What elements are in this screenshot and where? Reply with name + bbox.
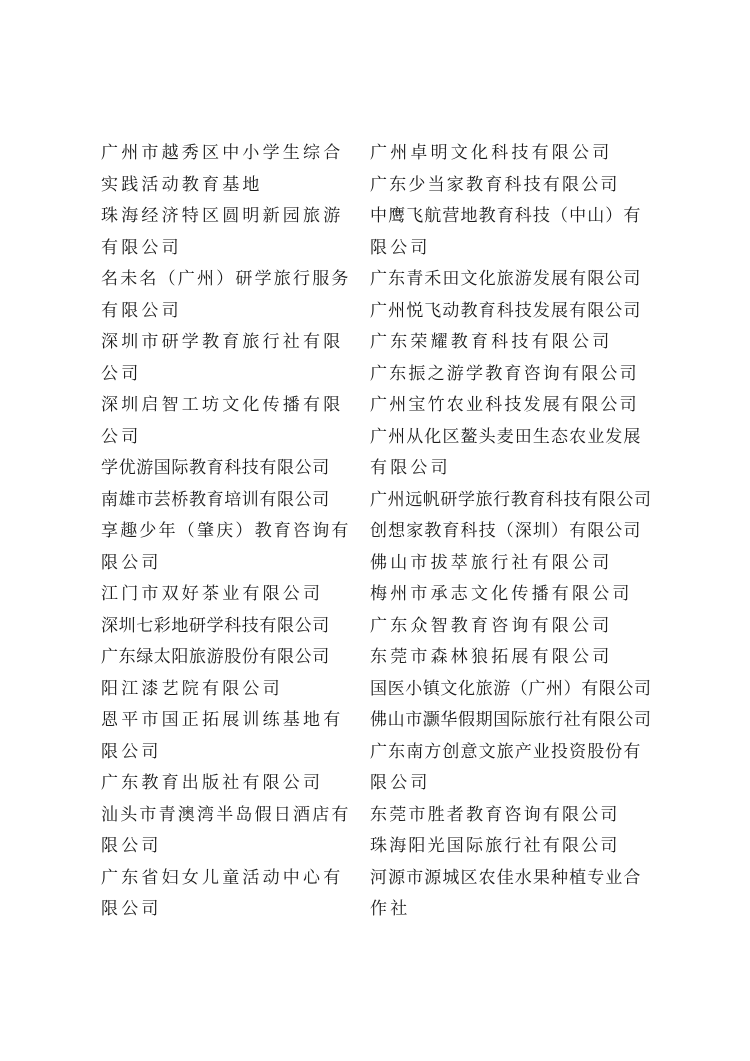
list-line: 广州宝竹农业科技发展有限公司 — [370, 395, 639, 415]
list-line: 珠海阳光国际旅行社有限公司 — [370, 836, 620, 856]
list-line: 广东省妇女儿童活动中心有 — [101, 867, 344, 888]
list-line: 广东振之游学教育咨询有限公司 — [370, 363, 639, 384]
list-line: 广州卓明文化科技有限公司 — [370, 143, 613, 163]
list-line: 深圳七彩地研学科技有限公司 — [101, 615, 330, 636]
list-line: 佛山市拔萃旅行社有限公司 — [370, 552, 613, 573]
list-line: 名未名（广州）研学旅行服务 — [101, 269, 351, 289]
list-line: 限公司 — [101, 899, 162, 919]
list-line: 广东绿太阳旅游股份有限公司 — [101, 647, 330, 667]
list-line: 中鹰飞航营地教育科技（中山）有 — [370, 206, 642, 226]
list-line: 广东荣耀教育科技有限公司 — [370, 332, 613, 352]
list-line: 学优游国际教育科技有限公司 — [101, 458, 330, 478]
list-line: 广州远帆研学旅行教育科技有限公司 — [370, 489, 652, 510]
list-line: 广东青禾田文化旅游发展有限公司 — [370, 269, 642, 289]
list-line: 广东教育出版社有限公司 — [101, 773, 324, 793]
list-line: 限公司 — [370, 773, 431, 793]
list-line: 东莞市胜者教育咨询有限公司 — [370, 804, 620, 825]
list-line: 恩平市国正拓展训练基地有 — [101, 710, 344, 730]
list-line: 梅州市承志文化传播有限公司 — [370, 584, 633, 604]
list-line: 广东少当家教育科技有限公司 — [370, 174, 620, 195]
list-line: 佛山市灏华假期国际旅行社有限公司 — [370, 710, 652, 730]
left-organization-list — [101, 138, 351, 926]
list-line: 南雄市芸桥教育培训有限公司 — [101, 489, 330, 510]
list-line: 创想家教育科技（深圳）有限公司 — [370, 521, 642, 541]
list-line: 国医小镇文化旅游（广州）有限公司 — [370, 678, 652, 699]
list-line: 广东南方创意文旅产业投资股份有 — [370, 741, 642, 762]
list-line: 限公司 — [101, 552, 162, 573]
list-line: 享趣少年（肇庆）教育咨询有 — [101, 521, 351, 541]
list-line: 实践活动教育基地 — [101, 174, 263, 195]
list-line: 江门市双好茶业有限公司 — [101, 584, 324, 604]
list-line: 广州市越秀区中小学生综合 — [101, 143, 344, 163]
right-organization-list — [370, 138, 670, 926]
list-line: 广州从化区鳌头麦田生态农业发展 — [370, 426, 642, 447]
list-line: 有限公司 — [101, 237, 182, 258]
list-line: 广州悦飞动教育科技发展有限公司 — [370, 300, 642, 321]
list-line: 深圳市研学教育旅行社有限 — [101, 332, 344, 352]
list-line: 河源市源城区农佳水果种植专业合 — [370, 867, 642, 888]
list-line: 东莞市森林狼拓展有限公司 — [370, 647, 613, 667]
list-line: 作社 — [370, 899, 411, 919]
list-line: 有限公司 — [370, 458, 451, 478]
list-line: 公司 — [101, 363, 142, 384]
list-line: 有限公司 — [101, 300, 182, 321]
list-line: 限公司 — [101, 741, 162, 762]
list-line: 阳江漆艺院有限公司 — [101, 678, 283, 699]
list-line: 珠海经济特区圆明新园旅游 — [101, 206, 344, 226]
list-line: 汕头市青澳湾半岛假日酒店有 — [101, 804, 351, 825]
list-line: 深圳启智工坊文化传播有限 — [101, 395, 344, 415]
list-line: 限公司 — [370, 237, 431, 258]
list-line: 限公司 — [101, 836, 162, 856]
list-line: 广东众智教育咨询有限公司 — [370, 615, 613, 636]
list-line: 公司 — [101, 426, 142, 447]
